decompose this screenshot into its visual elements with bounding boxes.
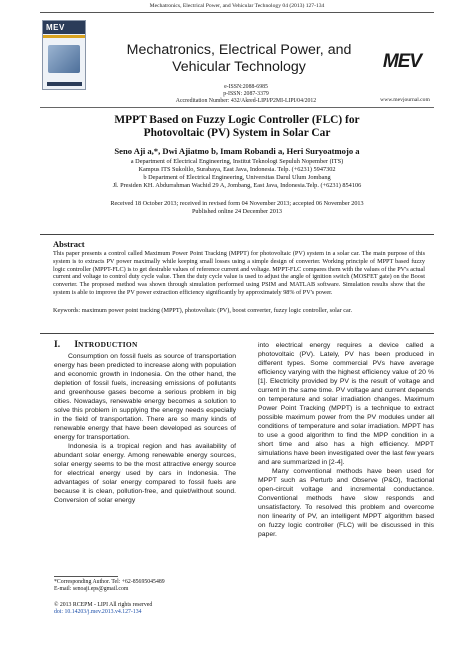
journal-url-link[interactable]: www.mevjournal.com — [380, 97, 430, 103]
issn-block — [170, 84, 322, 106]
affiliations: a Department of Electrical Engineering, Institut Teknologi Sepuluh Nopember (ITS) Kampus ITS Sukolilo, Surabaya, East Java, Indonesia. Telp. (+6231) 5947302 b Department of Electrical Engineering, Universitas Darul Ulum Jombang Jl. Presiden KH. Abdurrahman Wachid 29 A, Jombang, East Java, Indonesia.Telp. (+6231) 854106 — [112, 158, 362, 189]
cover-image — [48, 45, 80, 73]
article-dates: Received 18 October 2013; received in revised form 04 November 2013; accepted 06 November 2013 Published online 24 December 2013 — [110, 200, 364, 215]
author-list: Seno Aji a,*, Dwi Ajiatmo b, Imam Robandi a, Heri Suryoatmojo a — [114, 146, 360, 156]
doi-link[interactable]: doi: 10.14203/j.mev.2013.v4.127-134 — [54, 609, 142, 616]
abstract-top-rule — [40, 234, 434, 235]
paragraph: Many conventional methods have been used for MPPT such as Perturb and Observe (P&O), fractional open-circuit voltage and incremental conductance. Conventional methods have slow responds and unsatisfactory. To resolved this problem and overcome non linearity of PV, an intelligent MPPT algorithm based on fuzzy logic controller (FLC) will be discussed in this paper. — [258, 468, 434, 538]
body-column-right — [258, 341, 434, 539]
logo-text: MEV — [382, 51, 422, 72]
footnote-rule — [54, 576, 118, 577]
header-rule — [40, 12, 434, 13]
accreditation: Accreditation Number: 432/Akred-LIPI/P2MI-LIPI/04/2012 — [175, 98, 317, 105]
paragraph: Consumption on fossil fuels as source of transportation energy has been predicted to increase along with population and economic growth in Indonesia. On the other hand, the depletion of fossil fuels, increasing emissions of pollutants and greenhouse gases become a serious problem in big cities. Nowadays, renewable energy becomes a solution to solve this problem in supplying the energy needs especially in the field of transportation. There are so many kinds of renewable energy that have been developed as sources of energy for transportation. — [54, 353, 236, 441]
abstract-bottom-rule — [40, 333, 434, 334]
header-bottom-rule — [40, 107, 434, 108]
pissn: p-ISSN: 2087-3379 — [223, 91, 269, 98]
journal-cover-thumbnail — [42, 20, 86, 90]
paragraph: into electrical energy requires a device called a photovoltaic (PV). Lately, PV has been produced in different types. Some commercial PVs have average efficiency varying with the highest efficiency value of 20 % [1]. Electricity provided by PV is the result of voltage and current in the same time. PV voltage and current depends on temperature and solar irradiation changes. Maximum Power Point Tracking (MPPT) is a technique to extract possible maximum power from the PV modules under all conditions of temperature and solar irradiation. MPPT has to use a good algorithm to find the MPP condition in a short time and also has a high efficiency. MPPT simulations have been investigated over the last few years and are summarized in [2-4]. — [258, 342, 434, 466]
abstract-text: This paper presents a control called Maximum Power Point Tracking (MPPT) for photovoltaic (PV) system in a solar car. The main purpose of this system is to extracts PV power maximally while keeping small losses using a simple design of converter. Working principle of MPPT based fuzzy logic controller (MPPT-FLC) is to get desirable values of reference current and voltage. MPPT-FLC compares them with the values of the PV's actual current and voltage to control duty cycle value. Then the duty cycle value is used to adjust the angle of ignition switch (MOSFET gate) on the Boost converter. The proposed method was shown through simulation performed using PSIM and MATLAB software. Simulation results show that the system is able to improve the PV power extraction efficiency significantly by approximately 98% of PV's power. — [53, 250, 425, 296]
eissn: e-ISSN:2088-6985 — [224, 84, 268, 90]
abstract-heading: Abstract — [53, 239, 85, 249]
paper-title: MPPT Based on Fuzzy Logic Controller (FLC) for Photovoltaic (PV) System in Solar Car — [114, 114, 360, 140]
cover-monogram: MEV — [46, 23, 65, 32]
keywords: Keywords: maximum power point tracking (MPPT), photovoltaic (PV), boost converter, fuzzy logic controller, solar car. — [53, 307, 353, 314]
running-header: Mechatronics, Electrical Power, and Vehicular Technology 04 (2013) 127-134 — [149, 3, 325, 9]
journal-title: Mechatronics, Electrical Power, and Vehicular Technology — [126, 42, 352, 75]
copyright-block: © 2013 RCEPM - LIPI All rights reserved doi: 10.14203/j.mev.2013.v4.127-134 — [54, 602, 244, 616]
corresponding-author-note: *Corresponding Author. Tel: +62-85695045489 E-mail: senoaji.eps@gmail.com — [54, 579, 244, 593]
body-column-left — [54, 352, 236, 505]
paragraph: Indonesia is a tropical region and has availability of abundant solar energy. Among renewable energy sources, solar energy seems to be the most attractive energy source for electrical energy used by cars in Indonesia. The advantages of solar energy compared to fossil fuels are because it is clean, pollution-free, and quiet/without sound. Conversion of solar energy — [54, 443, 236, 504]
section-heading-introduction: I. INTRODUCTION — [54, 340, 138, 350]
mev-logo — [370, 48, 434, 72]
section-number: I. — [54, 340, 61, 350]
author-email[interactable]: E-mail: senoaji.eps@gmail.com — [54, 586, 129, 593]
